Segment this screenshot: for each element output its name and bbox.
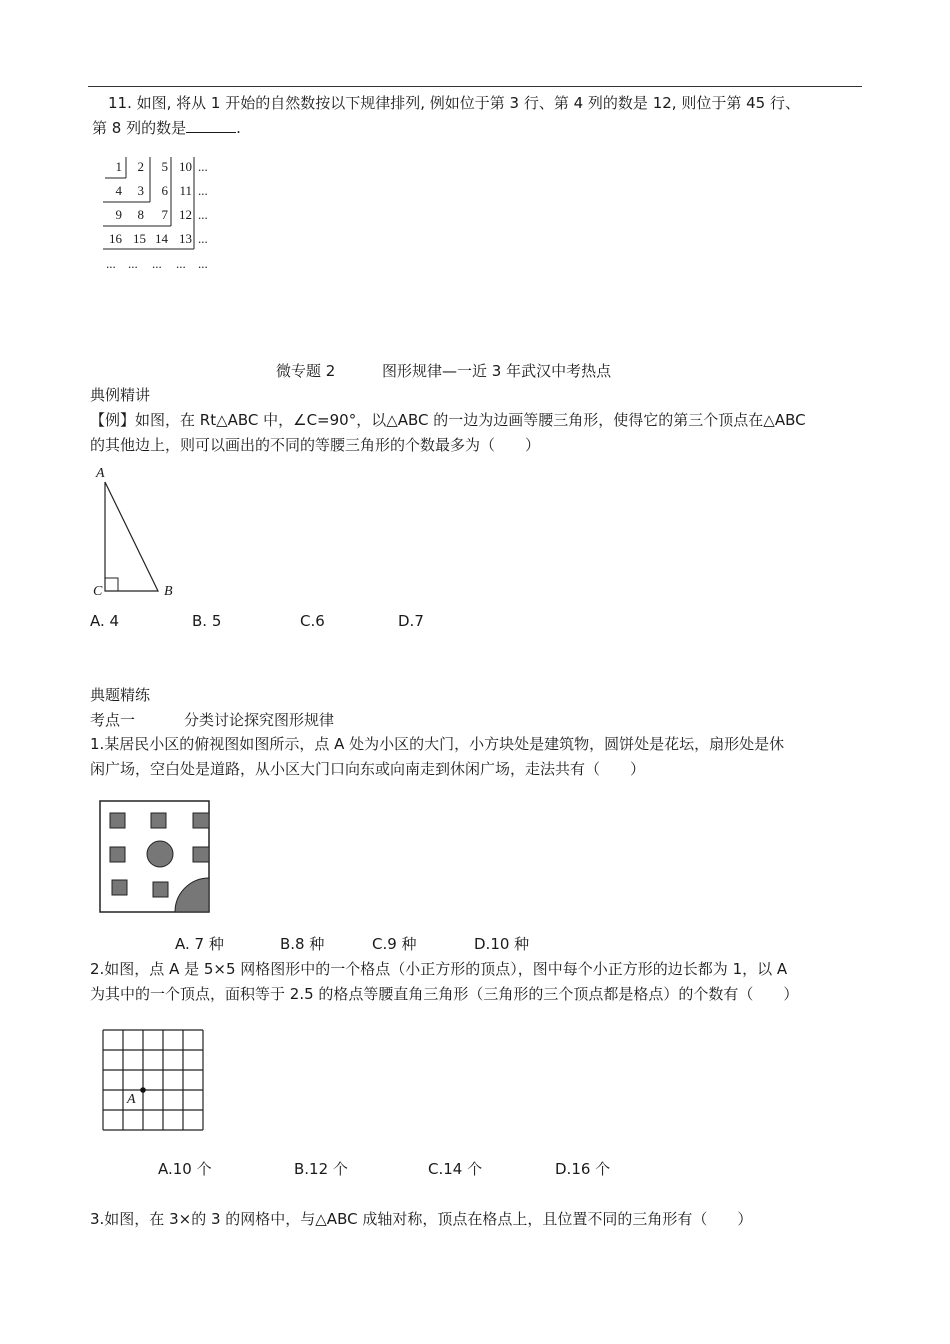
option-d: D.16 个 (555, 1160, 611, 1178)
table-cell: 8 (137, 207, 144, 222)
table-cell: 13 (179, 231, 192, 246)
table-cell: ... (198, 159, 208, 174)
example-line1: 【例】如图，在 Rt△ABC 中，∠C=90°，以△ABC 的一边为边画等腰三角形，使得它的第三个顶点在△ABC (90, 411, 806, 429)
table-cell: ... (128, 256, 138, 271)
q11-line2-text: 第 8 列的数是 (92, 119, 187, 137)
vertex-label-c: C (93, 584, 103, 599)
table-cell: 15 (133, 231, 146, 246)
point-title: 分类讨论探究图形规律 (184, 711, 335, 729)
table-cell: 3 (137, 183, 144, 198)
table-cell: 10 (179, 159, 192, 174)
table-cell: ... (198, 207, 208, 222)
q2-line2: 为其中的一个顶点，面积等于 2.5 的格点等腰直角三角形（三角形的三个顶点都是格点）的个数有（ ） (90, 985, 799, 1003)
option-c: C.14 个 (428, 1160, 483, 1178)
option-a: A. 7 种 (175, 935, 224, 953)
option-b: B.8 种 (280, 935, 325, 953)
option-c: C.6 (300, 612, 325, 630)
table-cell: ... (198, 231, 208, 246)
table-cell: 1 (115, 159, 122, 174)
table-cell: 12 (179, 207, 192, 222)
table-cell: ... (198, 256, 208, 271)
option-b: B.12 个 (294, 1160, 348, 1178)
table-cell: 6 (161, 183, 168, 198)
q1-line1: 1.某居民小区的俯视图如图所示，点 A 处为小区的大门，小方块处是建筑物，圆饼处是花坛，扇形处是休 (90, 735, 785, 753)
topic-label: 微专题 2 (276, 362, 336, 380)
grid-point-label-a: A (127, 1092, 136, 1107)
option-a: A.10 个 (158, 1160, 212, 1178)
option-a: A. 4 (90, 612, 120, 630)
topic-title: 图形规律—一近 3 年武汉中考热点 (382, 362, 612, 380)
table-cell: ... (198, 183, 208, 198)
vertex-label-b: B (164, 584, 173, 599)
table-cell: 14 (155, 231, 168, 246)
table-cell: 5 (161, 159, 168, 174)
table-cell: 4 (115, 183, 122, 198)
option-b: B. 5 (192, 612, 222, 630)
vertex-label-a: A (96, 466, 105, 481)
table-cell: 7 (161, 207, 168, 222)
table-cell: 16 (109, 231, 122, 246)
table-cell: 9 (115, 207, 122, 222)
q11-line1: 11. 如图, 将从 1 开始的自然数按以下规律排列, 例如位于第 3 行、第 4 列的数是 12, 则位于第 45 行、 (108, 94, 800, 112)
section-heading: 典题精练 (90, 686, 151, 704)
q3-line1: 3.如图，在 3×的 3 的网格中，与△ABC 成轴对称，顶点在格点上，且位置不同的三角形有（ ） (90, 1210, 753, 1228)
section-heading: 典例精讲 (90, 386, 151, 404)
table-cell: ... (152, 256, 162, 271)
q2-line1: 2.如图，点 A 是 5×5 网格图形中的一个格点（小正方形的顶点），图中每个小正方形的边长都为 1，以 A (90, 960, 788, 978)
q1-line2: 闲广场，空白处是道路，从小区大门口向东或向南走到休闲广场，走法共有（ ） (90, 760, 646, 778)
option-d: D.10 种 (474, 935, 530, 953)
example-line2: 的其他边上，则可以画出的不同的等腰三角形的个数最多为（ ） (90, 436, 541, 454)
table-cell: 2 (137, 159, 144, 174)
option-c: C.9 种 (372, 935, 417, 953)
table-cell: ... (176, 256, 186, 271)
option-d: D.7 (398, 612, 424, 630)
table-cell: ... (106, 256, 116, 271)
point-label: 考点一 (90, 711, 136, 729)
table-cell: 11 (179, 183, 192, 198)
q11-line2-end: . (236, 119, 241, 137)
